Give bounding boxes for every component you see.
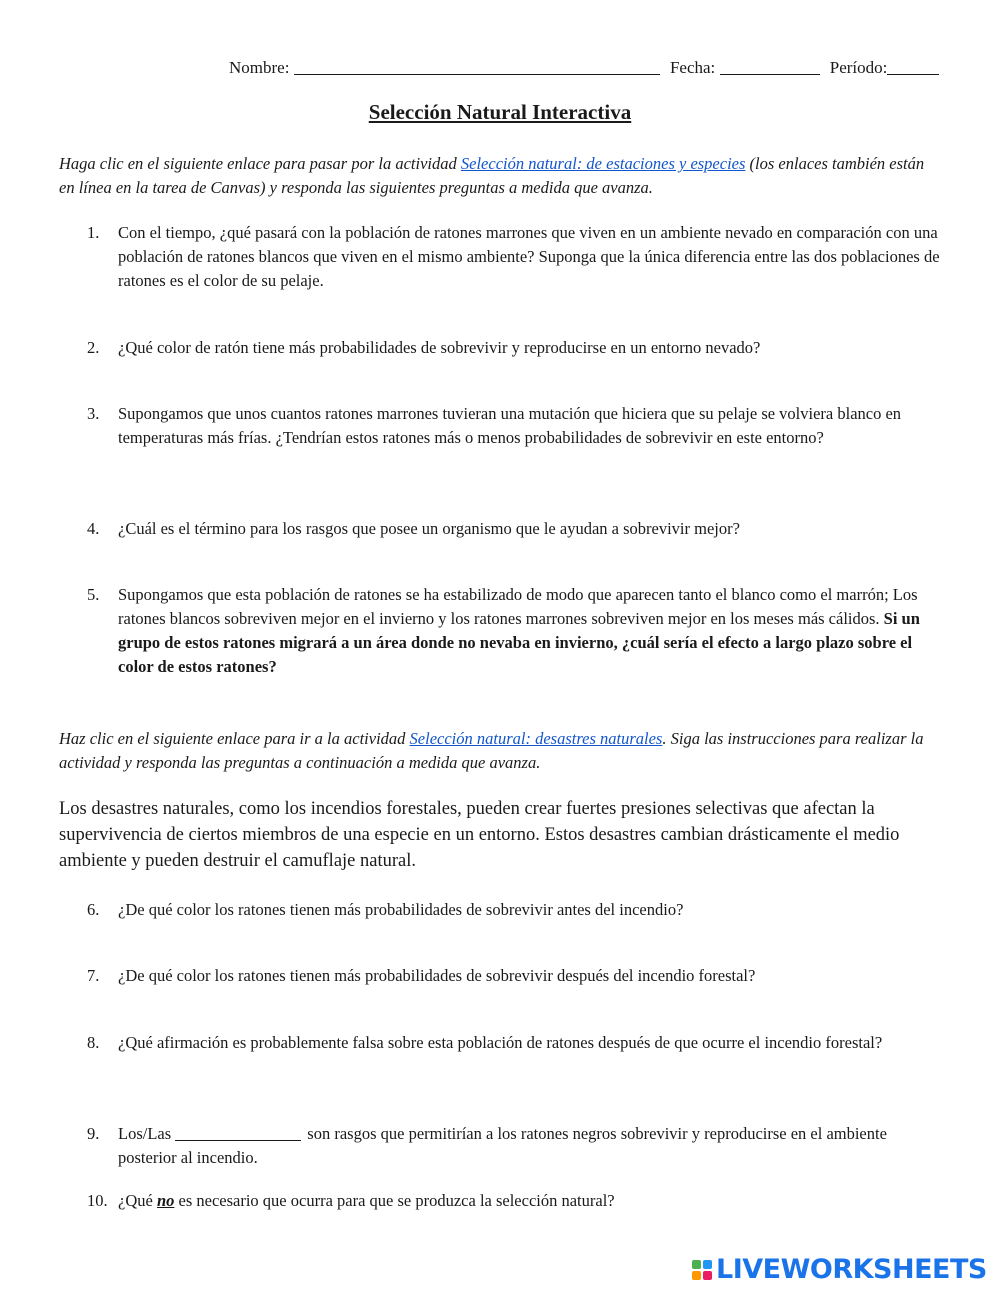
question-7 <box>59 964 944 988</box>
context-paragraph: Los desastres naturales, como los incendios forestales, pueden crear fuertes presiones selectivas que afectan la supervivencia de ciertos miembros de una especie en un entorno. Estos desastres cambian drásticamente el medio ambiente y pueden destruir el camuflaje natural. <box>59 799 900 871</box>
link-seasons-species[interactable]: Selección natural: de estaciones y especies <box>460 154 746 173</box>
question-10-text-after: es necesario que ocurra para que se produzca la selección natural? <box>174 1191 615 1210</box>
liveworksheets-logo <box>692 1254 987 1285</box>
question-text: ¿Cuál es el término para los rasgos que posee un organismo que le ayudan a sobrevivir mejor? <box>118 519 740 538</box>
logo-text: LIVEWORKSHEETS <box>716 1254 987 1285</box>
question-text: ¿De qué color los ratones tienen más probabilidades de sobrevivir antes del incendio? <box>118 900 684 919</box>
question-8 <box>59 1031 944 1055</box>
question-6 <box>59 898 944 922</box>
question-10 <box>59 1189 944 1213</box>
question-text: Supongamos que unos cuantos ratones marrones tuvieran una mutación que hiciera que su pelaje se volviera blanco en temperaturas más frías. ¿Tendrían estos ratones más o menos probabilidades de sobrevivir en este entorno? <box>118 404 902 447</box>
question-number: 2. <box>87 338 100 357</box>
question-number: 9. <box>87 1124 100 1143</box>
intro-instructions-1 <box>59 152 939 200</box>
question-number: 6. <box>87 900 100 919</box>
question-number: 10. <box>87 1191 108 1210</box>
question-10-text-before: ¿Qué <box>118 1191 157 1210</box>
link-natural-disasters[interactable]: Selección natural: desastres naturales <box>409 729 663 748</box>
question-5-bold-text: Si un grupo de estos ratones migrará a un área donde no nevaba en invierno, ¿cuál sería el efecto a largo plazo sobre el color de estos ratones? <box>118 609 920 676</box>
date-blank[interactable] <box>720 58 820 75</box>
page-title: Selección Natural Interactiva <box>368 100 632 124</box>
question-text: ¿De qué color los ratones tienen más probabilidades de sobrevivir después del incendio forestal? <box>118 966 756 985</box>
period-blank[interactable] <box>887 58 939 75</box>
question-number: 8. <box>87 1033 100 1052</box>
question-9-text-after: son rasgos que permitirían a los ratones negros sobrevivir y reproducirse en el ambiente posterior al incendio. <box>118 1124 887 1167</box>
question-9-text-before: Los/Las <box>118 1124 172 1143</box>
question-4 <box>59 517 944 541</box>
name-label: Nombre: <box>229 58 290 77</box>
question-3 <box>59 402 944 450</box>
question-number: 3. <box>87 404 100 423</box>
intro1-text-before: Haga clic en el siguiente enlace para pasar por la actividad <box>59 154 461 173</box>
question-text: ¿Qué afirmación es probablemente falsa sobre esta población de ratones después de que ocurre el incendio forestal? <box>118 1033 883 1052</box>
question-10-emphasis: no <box>156 1191 175 1210</box>
question-1 <box>59 221 944 293</box>
name-blank[interactable] <box>294 58 660 75</box>
intro1-text-after: (los enlaces también están en línea en la tarea de Canvas) y responda las siguientes preguntas a medida que avanza. <box>59 154 925 197</box>
question-5 <box>59 583 944 679</box>
logo-mark-icon <box>692 1260 712 1280</box>
question-number: 5. <box>87 585 100 604</box>
question-text <box>118 1122 944 1170</box>
question-text: Con el tiempo, ¿qué pasará con la población de ratones marrones que viven en un ambiente nevado en comparación con una población de ratones blancos que viven en el mismo ambiente? Suponga que la única diferencia entre las dos poblaciones de ratones es el color de su pelaje. <box>118 223 940 290</box>
question-number: 7. <box>87 966 100 985</box>
intro2-text-before: Haz clic en el siguiente enlace para ir a la actividad <box>59 729 410 748</box>
question-text <box>118 1189 944 1213</box>
question-9 <box>59 1122 944 1170</box>
question-5-text: Supongamos que esta población de ratones se ha estabilizado de modo que aparecen tanto el blanco como el marrón; Los ratones blancos sobreviven mejor en el invierno y los ratones marrones sobreviven mejor en los meses más cálidos. <box>118 585 918 628</box>
question-number: 1. <box>87 223 100 242</box>
answer-blank[interactable] <box>175 1124 301 1141</box>
intro-instructions-2 <box>59 727 939 775</box>
period-label: Período: <box>829 58 888 77</box>
student-info-line <box>229 58 939 78</box>
question-text <box>118 583 944 679</box>
intro2-text-after: . Siga las instrucciones para realizar la actividad y responda las preguntas a continuación a medida que avanza. <box>59 729 924 772</box>
date-label: Fecha: <box>669 58 716 77</box>
question-2 <box>59 336 944 360</box>
question-number: 4. <box>87 519 100 538</box>
question-text: ¿Qué color de ratón tiene más probabilidades de sobrevivir y reproducirse en un entorno nevado? <box>118 338 761 357</box>
